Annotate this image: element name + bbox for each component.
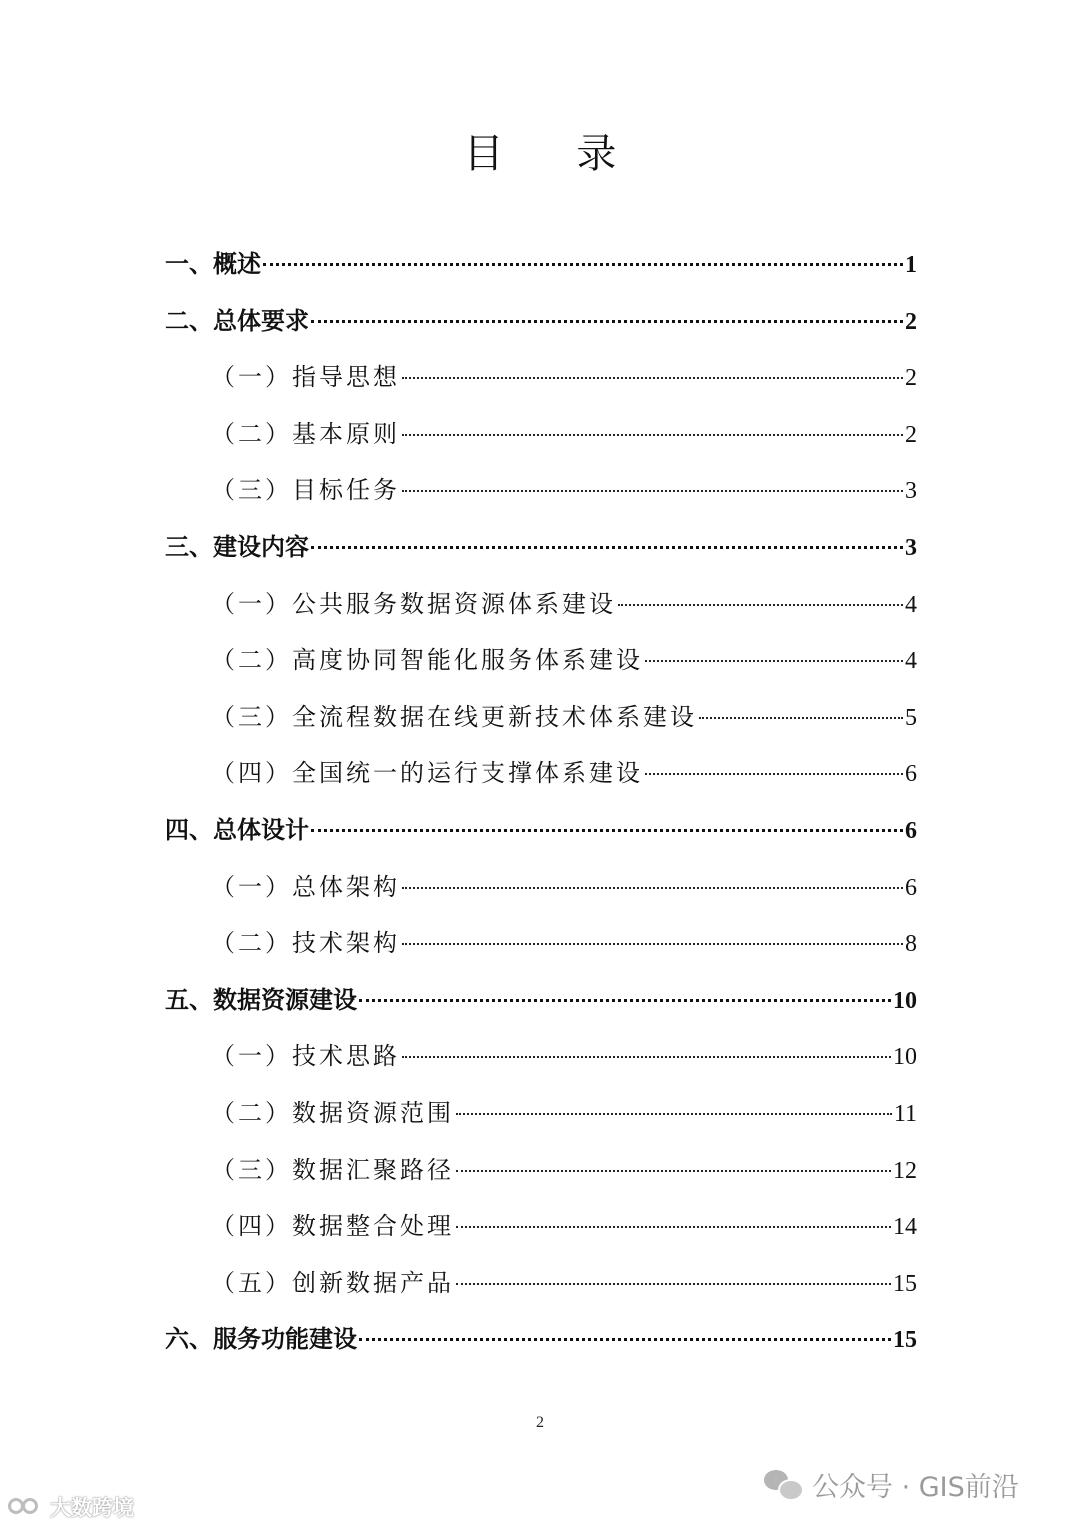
toc-dot-leader — [456, 1170, 891, 1172]
toc-dot-leader — [618, 604, 903, 606]
wechat-icon — [764, 1468, 802, 1500]
toc-entry-page: 10 — [893, 1044, 917, 1071]
toc-dot-leader — [645, 773, 903, 775]
toc-entry-page: 14 — [893, 1214, 917, 1241]
toc-entry-label: 六、服务功能建设 — [165, 1324, 357, 1354]
toc-entry-page: 4 — [905, 648, 917, 675]
toc-entry-label: （二）技术架构 — [211, 929, 400, 958]
toc-entry[interactable] — [165, 915, 917, 972]
toc-dot-leader — [402, 434, 903, 436]
toc-entry-label: （五）创新数据产品 — [211, 1268, 454, 1297]
toc-dot-leader — [263, 263, 903, 266]
toc-dot-leader — [456, 1283, 891, 1285]
toc-dot-leader — [359, 1338, 891, 1341]
toc-dot-leader — [456, 1226, 891, 1228]
toc-entry-label: （四）全国统一的运行支撑体系建设 — [211, 759, 643, 788]
toc-entry-page: 10 — [893, 987, 917, 1014]
toc-entry-page: 12 — [893, 1157, 917, 1184]
wechat-watermark — [764, 1464, 1019, 1504]
toc-title: 目 录 — [463, 131, 647, 177]
toc-entry-label: 二、总体要求 — [165, 305, 309, 335]
toc-dot-leader — [359, 999, 891, 1002]
toc-entry-page: 4 — [905, 591, 917, 618]
toc-entry-page: 3 — [905, 534, 917, 561]
toc-dot-leader — [645, 660, 903, 662]
wechat-watermark-text: 公众号 · GIS前沿 — [812, 1471, 1019, 1503]
toc-dot-leader — [311, 546, 903, 549]
toc-entry-label: 四、总体设计 — [165, 814, 309, 844]
toc-entry-page: 6 — [905, 874, 917, 901]
toc-entry[interactable] — [165, 802, 917, 859]
toc-dot-leader — [311, 320, 903, 323]
toc-entry-label: （三）数据汇聚路径 — [211, 1155, 454, 1184]
toc-dot-leader — [311, 829, 903, 832]
toc-entry-label: （二）基本原则 — [211, 419, 400, 448]
page-number: 2 — [536, 1414, 544, 1431]
toc-entry-label: （一）技术思路 — [211, 1042, 400, 1071]
toc-entry[interactable] — [165, 972, 917, 1029]
toc-dot-leader — [699, 717, 903, 719]
toc-entry-label: （一）公共服务数据资源体系建设 — [211, 589, 616, 618]
toc-entry[interactable] — [165, 576, 917, 633]
toc-entry[interactable] — [165, 1198, 917, 1255]
toc-entry-label: （一）指导思想 — [211, 363, 400, 392]
logo-icon — [8, 1496, 44, 1518]
toc-entry[interactable] — [165, 1085, 917, 1142]
toc-entry-page: 15 — [893, 1270, 917, 1297]
toc-entry[interactable] — [165, 293, 917, 350]
toc-entry-page: 8 — [905, 931, 917, 958]
toc-dot-leader — [402, 943, 903, 945]
toc-entry[interactable] — [165, 519, 917, 576]
toc-entry[interactable] — [165, 1142, 917, 1199]
toc-entry-label: 三、建设内容 — [165, 531, 309, 561]
toc-entry-label: （一）总体架构 — [211, 872, 400, 901]
toc-entry-page: 5 — [905, 704, 917, 731]
toc-dot-leader — [456, 1113, 892, 1115]
toc-entry-page: 15 — [893, 1327, 917, 1354]
toc-entry[interactable] — [165, 406, 917, 463]
toc-entry-label: 五、数据资源建设 — [165, 984, 357, 1014]
toc-entry[interactable] — [165, 349, 917, 406]
toc-dot-leader — [402, 377, 903, 379]
toc-entry-page: 2 — [905, 421, 917, 448]
toc-entry[interactable] — [165, 1255, 917, 1312]
toc-entry-label: （二）高度协同智能化服务体系建设 — [211, 646, 643, 675]
toc-entry[interactable] — [165, 745, 917, 802]
toc-entry[interactable] — [165, 1311, 917, 1368]
table-of-contents — [165, 236, 917, 1368]
toc-entry[interactable] — [165, 462, 917, 519]
brand-watermark — [8, 1492, 134, 1522]
brand-watermark-text: 大数跨境 — [50, 1496, 134, 1520]
toc-entry-page: 6 — [905, 817, 917, 844]
toc-entry-page: 3 — [905, 478, 917, 505]
toc-dot-leader — [402, 1056, 891, 1058]
toc-entry-page: 1 — [905, 252, 917, 278]
toc-entry[interactable] — [165, 859, 917, 916]
toc-entry[interactable] — [165, 1028, 917, 1085]
toc-entry[interactable] — [165, 689, 917, 746]
toc-entry-page: 6 — [905, 761, 917, 788]
toc-entry-label: （二）数据资源范围 — [211, 1098, 454, 1127]
toc-entry-label: （三）目标任务 — [211, 476, 400, 505]
toc-entry-page: 2 — [905, 365, 917, 392]
toc-dot-leader — [402, 887, 903, 889]
toc-entry-label: （四）数据整合处理 — [211, 1212, 454, 1241]
toc-entry-page: 2 — [905, 308, 917, 335]
toc-entry-label: 一、概述 — [165, 249, 261, 278]
toc-entry[interactable] — [165, 236, 917, 293]
toc-dot-leader — [402, 490, 903, 492]
toc-entry-page: 11 — [893, 1100, 917, 1127]
toc-entry[interactable] — [165, 632, 917, 689]
toc-entry-label: （三）全流程数据在线更新技术体系建设 — [211, 702, 697, 731]
